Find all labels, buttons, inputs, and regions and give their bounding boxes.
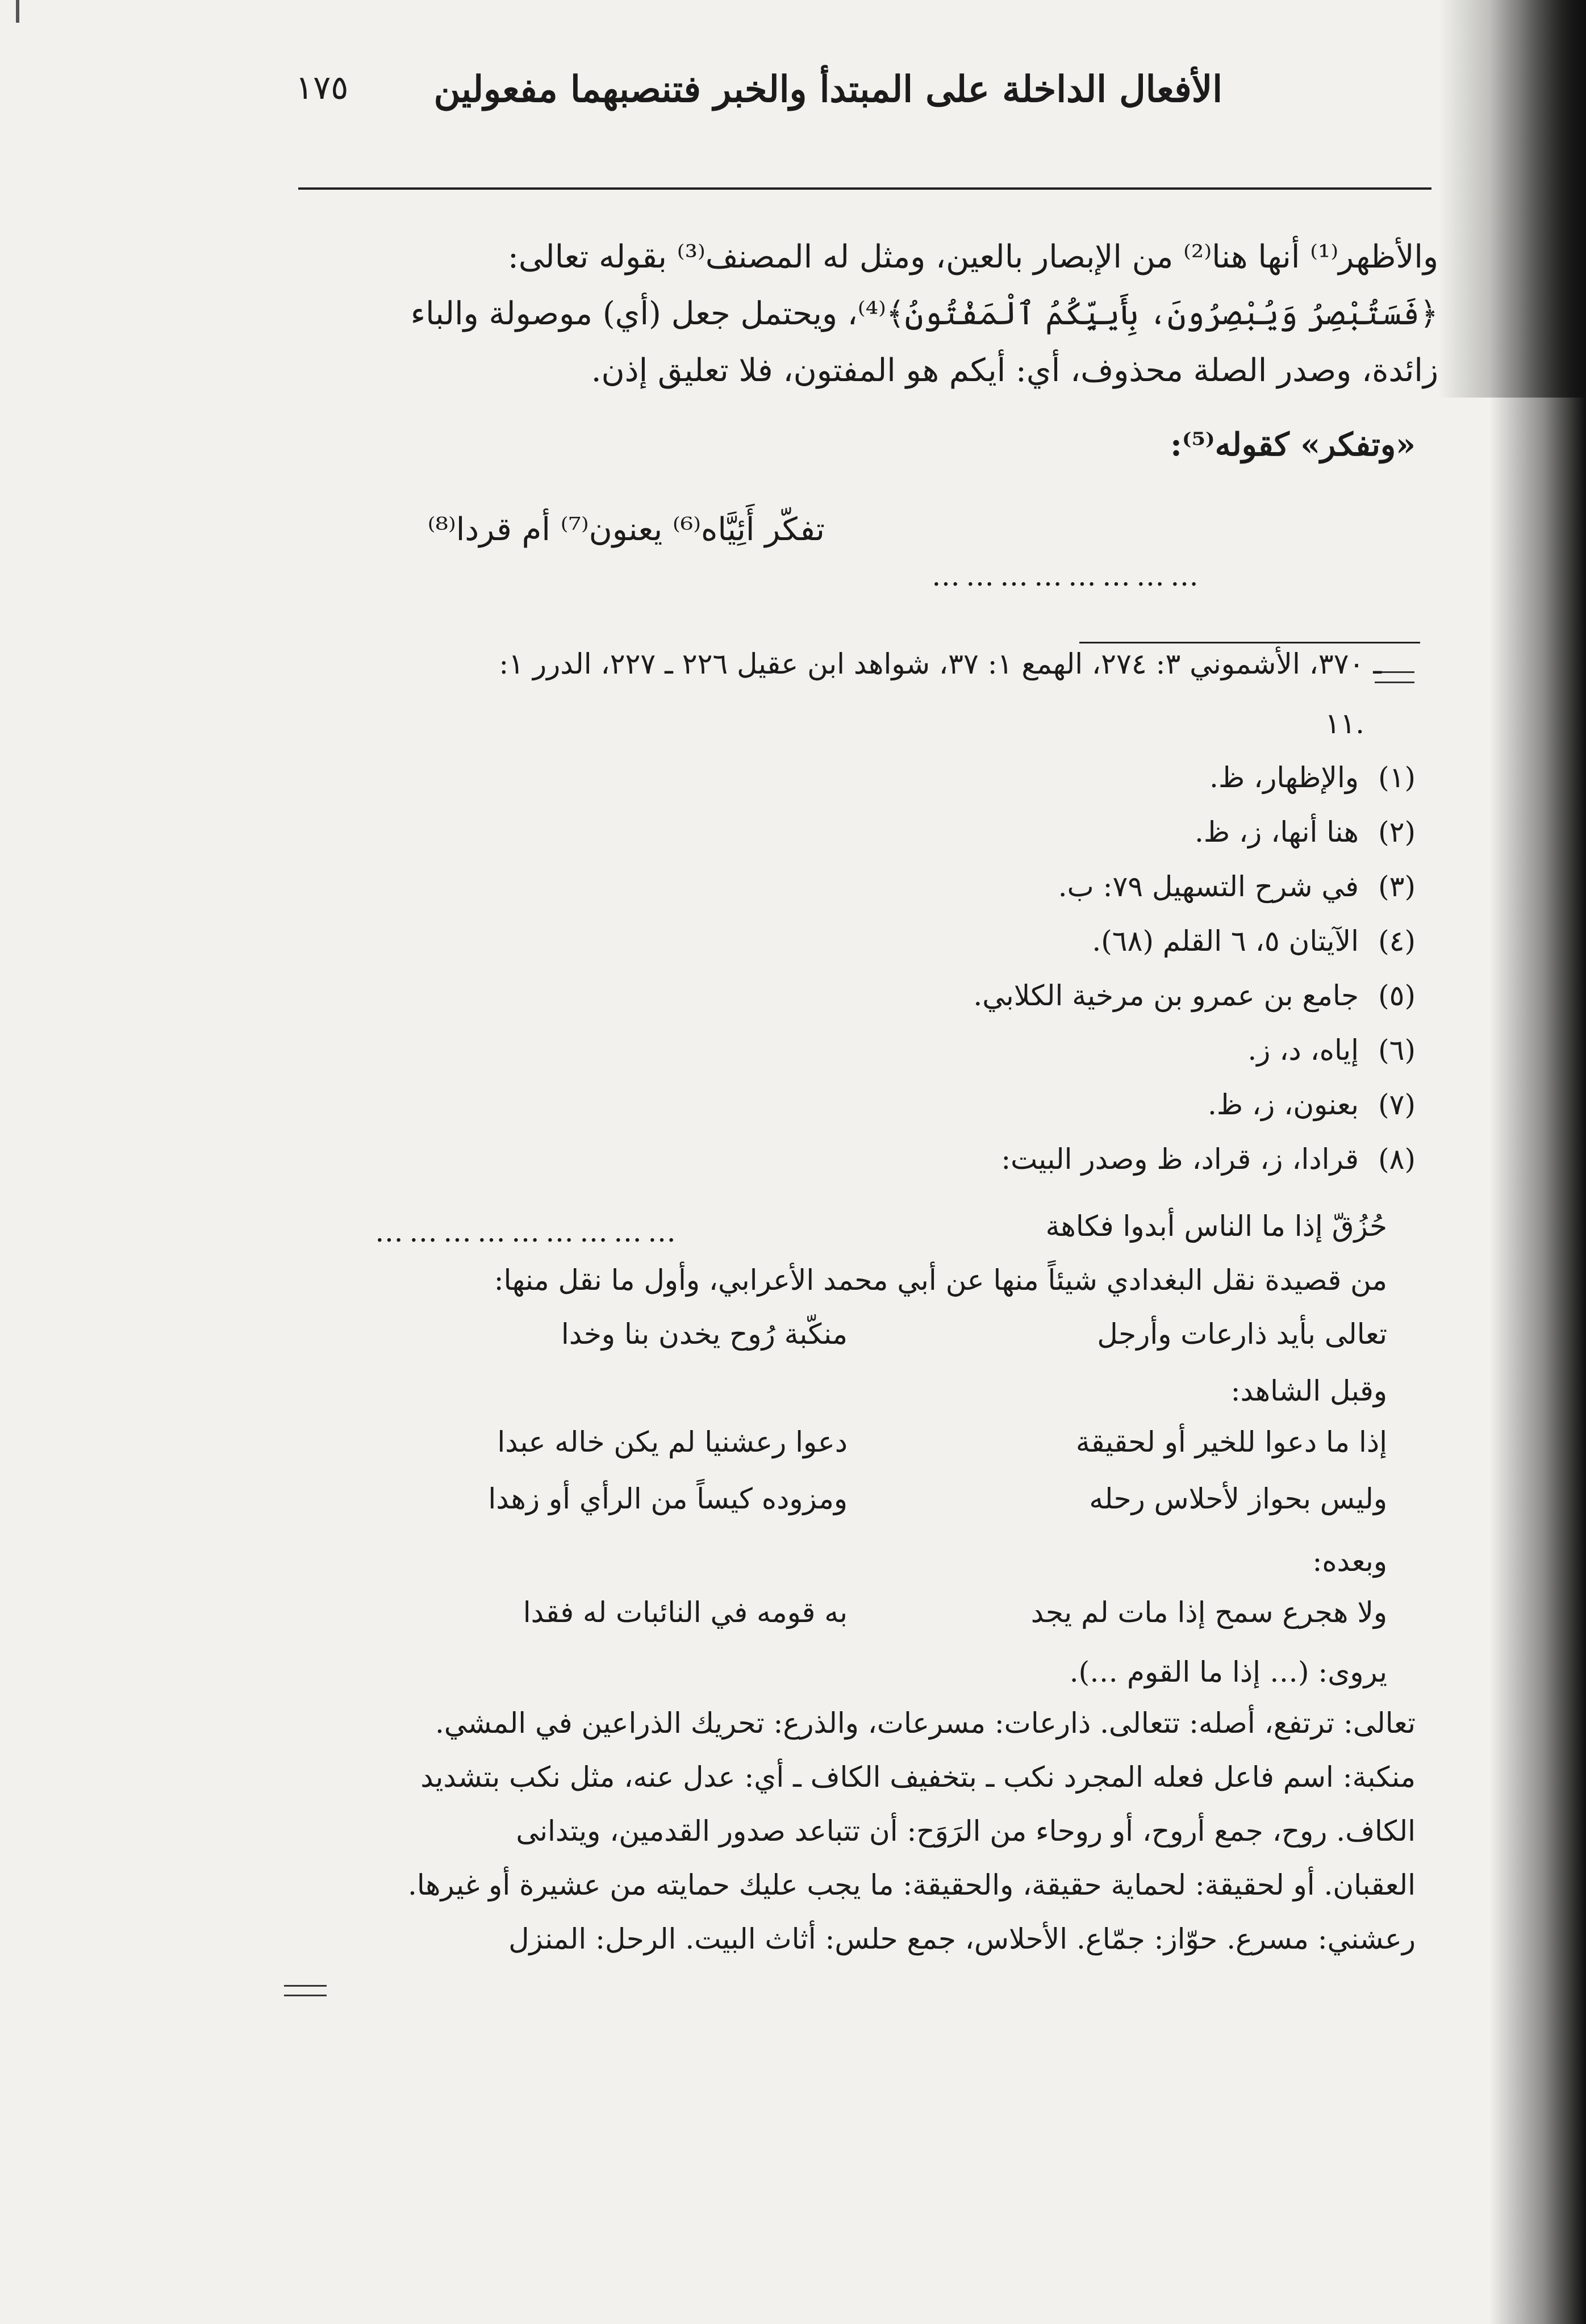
verse-second-half: تفكّر أَئِيَّاه⁽⁶⁾ يعنون⁽⁷⁾ أم قردا⁽⁸⁾ — [427, 511, 825, 548]
body-line-2: ﴿فَسَتُبْصِرُ وَيُبْصِرُونَ، بِأَييِّكُمُ ٱلْمَفْتُونُ﴾⁽⁴⁾، ويحتمل جعل (أي) موصولة والباء — [410, 295, 1438, 332]
footnote-text: قرادا، ز، قراد، ظ وصدر البيت: — [1001, 1143, 1359, 1176]
footnote-text: هنا أنها، ز، ظ. — [1194, 816, 1359, 848]
footnote-number: (٤) — [1378, 925, 1416, 958]
gloss-line-5: رعشني: مسرع. حوّاز: جمّاع. الأحلاس، جمع حلس: أثاث البيت. الرحل: المنزل — [508, 1922, 1416, 1955]
footnote-text: الآيتان ٥، ٦ القلم (٦٨). — [1092, 925, 1359, 958]
footnote-text: بعنون، ز، ظ. — [1207, 1088, 1359, 1121]
gloss-line-3: الكاف. روح، جمع أروح، أو روحاء من الرَوَح: أن تتباعد صدور القدمين، ويتدانى — [516, 1815, 1416, 1848]
running-header-title: الأفعال الداخلة على المبتدأ والخبر فتنصبهما مفعولين — [433, 68, 1222, 111]
footnote-text: والإظهار، ظ. — [1209, 761, 1359, 794]
fn8-verse5-second: به قومه في النائبات له فقدا — [523, 1596, 848, 1629]
footnote-number: (٣) — [1378, 870, 1416, 903]
footnote-text: جامع بن عمرو بن مرخية الكلابي. — [973, 979, 1359, 1012]
fn8-verse4-first: وليس بحواز لأحلاس رحله — [1089, 1482, 1387, 1515]
footnote-separator — [1079, 642, 1420, 643]
footnote-number: (٢) — [1378, 816, 1416, 848]
gloss-line-2: منكبة: اسم فاعل فعله المجرد نكب ـ بتخفيف الكاف ـ أي: عدل عنه، مثل نكب بتشديد — [420, 1761, 1416, 1794]
page-end-mark-bottom — [284, 1995, 327, 1996]
footnote-number: (١) — [1378, 761, 1416, 794]
fn8-verse-dots: ……………………… — [375, 1215, 682, 1248]
fn8-verse-first-half: حُزُقّ إذا ما الناس أبدوا فكاهة — [1045, 1210, 1387, 1243]
footnote-number: (٥) — [1378, 979, 1416, 1012]
fn8-source-line: من قصيدة نقل البغدادي شيئاً منها عن أبي محمد الأعرابي، وأول ما نقل منها: — [494, 1264, 1387, 1297]
scan-shadow-top-right — [1438, 0, 1586, 398]
gloss-line-4: العقبان. أو لحقيقة: لحماية حقيقة، والحقيقة: ما يجب عليك حمايته من عشيرة أو غيرها. — [407, 1869, 1416, 1901]
continuation-mark-bottom — [1375, 682, 1414, 683]
fn8-variant: يروى: (… إذا ما القوم …). — [1069, 1656, 1387, 1688]
footnote-number: (٦) — [1378, 1034, 1416, 1067]
fn8-verse4-second: ومزوده كيساً من الرأي أو زهدا — [488, 1482, 848, 1515]
body-line-4: «وتفكر» كقوله⁽⁵⁾: — [1170, 426, 1416, 463]
fn8-verse3-first: إذا ما دعوا للخير أو لحقيقة — [1075, 1426, 1387, 1458]
fn8-verse3-second: دعوا رعشنيا لم يكن خاله عبدا — [497, 1426, 848, 1458]
footnote-text: إياه، د، ز. — [1247, 1034, 1359, 1067]
footnote-text: في شرح التسهيل ٧٩: ب. — [1058, 870, 1359, 903]
footnote-continuation-2: ١١. — [1325, 707, 1364, 740]
footnote-continuation-1: ـ ٣٧٠، الأشموني ٣: ٢٧٤، الهمع ١: ٣٧، شواهد ابن عقيل ٢٢٦ ـ ٢٢٧، الدرر ١: — [499, 647, 1382, 680]
verse-first-half-dots: …………………… — [932, 559, 1204, 592]
body-line-1: والأظهر⁽¹⁾ أنها هنا⁽²⁾ من الإبصار بالعين، ومثل له المصنف⁽³⁾ بقوله تعالى: — [508, 239, 1438, 275]
scan-corner-mark — [16, 0, 19, 23]
gloss-line-1: تعالى: ترتفع، أصله: تتعالى. ذارعات: مسرعات، والذرع: تحريك الذراعين في المشي. — [435, 1707, 1416, 1740]
fn8-verse5-first: ولا هجرع سمح إذا مات لم يجد — [1030, 1596, 1387, 1629]
fn8-before-label: وقبل الشاهد: — [1230, 1374, 1387, 1407]
fn8-verse2-second: منكّبة رُوح يخدن بنا وخدا — [561, 1318, 848, 1351]
body-line-3: زائدة، وصدر الصلة محذوف، أي: أيكم هو المفتون، فلا تعليق إذن. — [591, 352, 1438, 389]
header-rule — [298, 187, 1431, 190]
footnote-number: (٧) — [1378, 1088, 1416, 1121]
page-end-mark-top — [284, 1985, 327, 1987]
footnote-number: (٨) — [1378, 1143, 1416, 1176]
fn8-after-label: وبعده: — [1312, 1545, 1387, 1578]
fn8-verse2-first: تعالى بأيد ذارعات وأرجل — [1097, 1318, 1387, 1351]
page-number: ١٧٥ — [295, 68, 349, 107]
